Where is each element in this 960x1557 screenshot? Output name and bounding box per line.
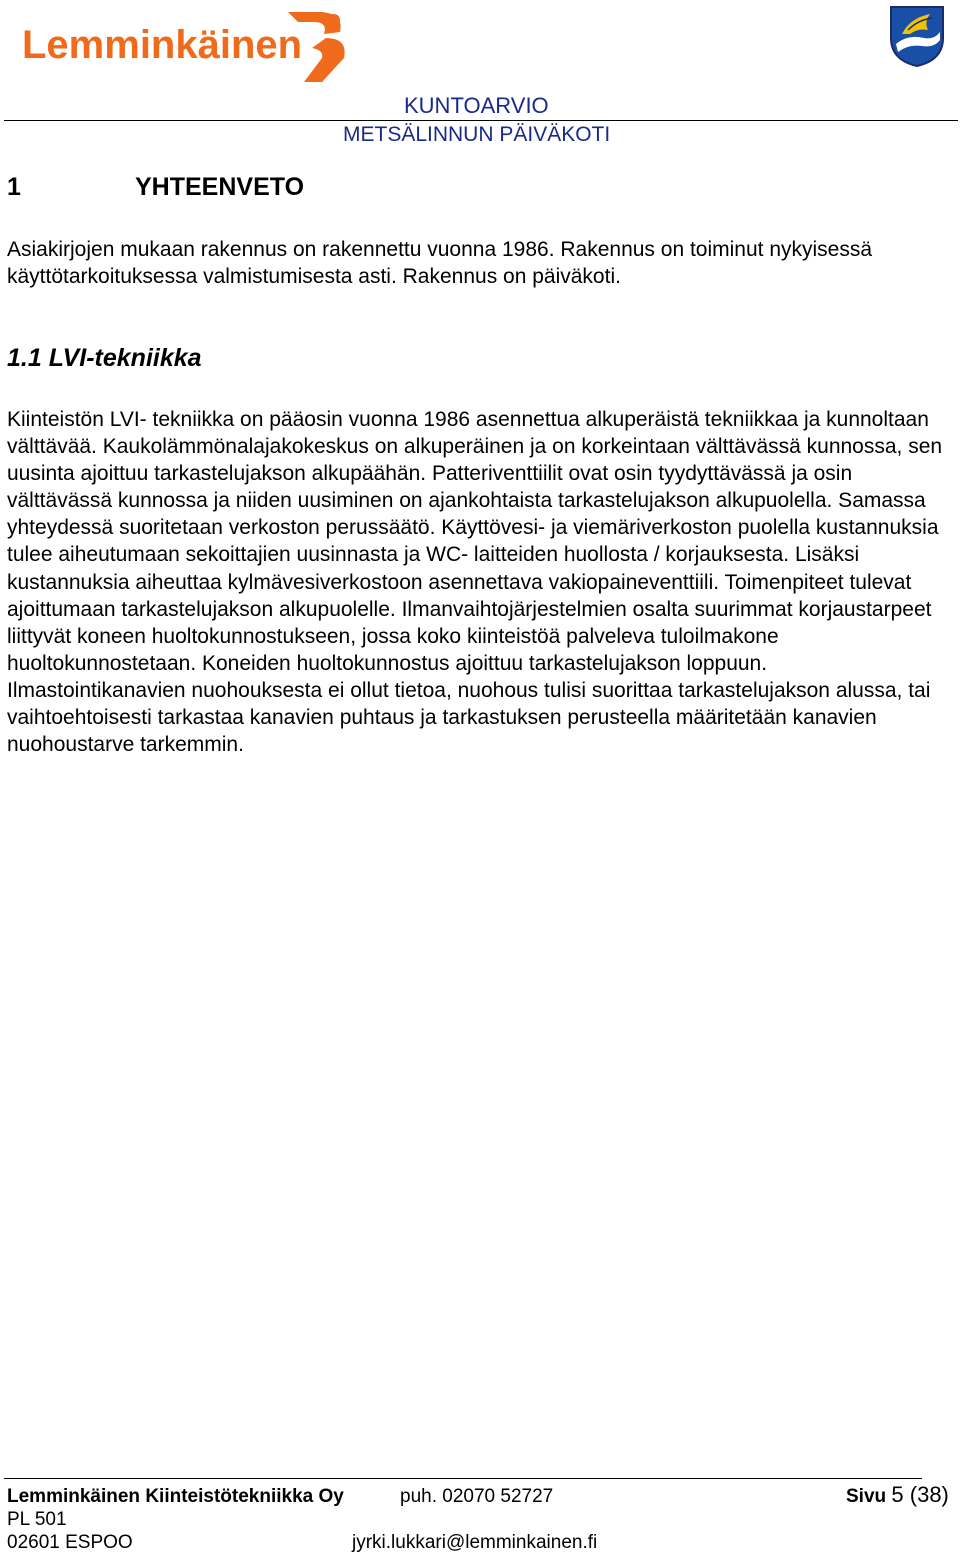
header-divider bbox=[4, 120, 958, 121]
footer-postal-city: 02601 ESPOO bbox=[7, 1532, 133, 1553]
company-logo bbox=[22, 8, 352, 86]
coat-of-arms-icon bbox=[888, 4, 946, 68]
lemminkainen-logo-icon bbox=[22, 8, 352, 86]
page-label: Sivu bbox=[846, 1486, 887, 1507]
page-indicator bbox=[846, 1483, 949, 1508]
document-title: KUNTOARVIO bbox=[404, 93, 549, 118]
subsection-heading-1-1: 1.1 LVI-tekniikka bbox=[7, 344, 202, 372]
footer-po-box: PL 501 bbox=[7, 1509, 67, 1530]
page-number: 5 (38) bbox=[891, 1482, 949, 1507]
footer-phone: puh. 02070 52727 bbox=[400, 1486, 554, 1507]
section-title: YHTEENVETO bbox=[135, 173, 305, 201]
footer-email: jyrki.lukkari@lemminkainen.fi bbox=[352, 1532, 598, 1553]
hvac-paragraph: Kiinteistön LVI- tekniikka on pääosin vuonna 1986 asennettua alkuperäistä tekniikkaa ja kunnoltaan välttävää. Kaukolämmönalajakokeskus on alkuperäinen ja on korkeintaan välttävässä kunnossa, sen uusinta ajoittuu tarkastelujakson alkupäähän. Patteriventtiilit ovat osin tyydyttävässä ja osin välttävässä kunnossa ja niiden uusiminen on ajankohtaista tarkastelujakson alkupuolella. Samassa yhteydessä suoritetaan verkoston perussäätö. Käyttövesi- ja viemäriverkoston puolella kustannuksia tulee aiheutumaan sekoittajien uusinnasta ja WC- laitteiden huollosta / korjauksesta. Lisäksi kustannuksia aiheuttaa kylmävesiverkostoon asennettava vakiopaineventtiili. Toimenpiteet tulevat ajoittumaan tarkastelujakson alkupuolelle. Ilmanvaihtojärjestelmien osalta suurimmat korjaustarpeet liittyvät koneen huoltokunnostukseen, jossa koko kiinteistöä palveleva tuloilmakone huoltokunnostetaan. Koneiden huoltokunnostus ajoittuu tarkastelujakson loppuun. Ilmastointikanavien nuohouksesta ei ollut tietoa, nuohous tulisi suorittaa tarkastelujakson alussa, tai vaihtoehtoisesti tarkastaa kanavien puhtaus ja tarkastuksen perusteella määritetään kanavien nuohoustarve tarkemmin. bbox=[7, 408, 943, 757]
document-subtitle: METSÄLINNUN PÄIVÄKOTI bbox=[343, 123, 611, 146]
section-number: 1 bbox=[7, 173, 21, 201]
footer-divider bbox=[4, 1478, 922, 1479]
section-heading-1 bbox=[7, 172, 304, 202]
municipal-crest bbox=[888, 4, 946, 68]
summary-paragraph: Asiakirjojen mukaan rakennus on rakennettu vuonna 1986. Rakennus on toiminut nykyisessä käyttötarkoituksessa valmistumisesta asti. Rakennus on päiväkoti. bbox=[7, 238, 873, 289]
svg-text:Lemminkäinen: Lemminkäinen bbox=[22, 23, 303, 67]
footer-company: Lemminkäinen Kiinteistötekniikka Oy bbox=[7, 1486, 344, 1507]
